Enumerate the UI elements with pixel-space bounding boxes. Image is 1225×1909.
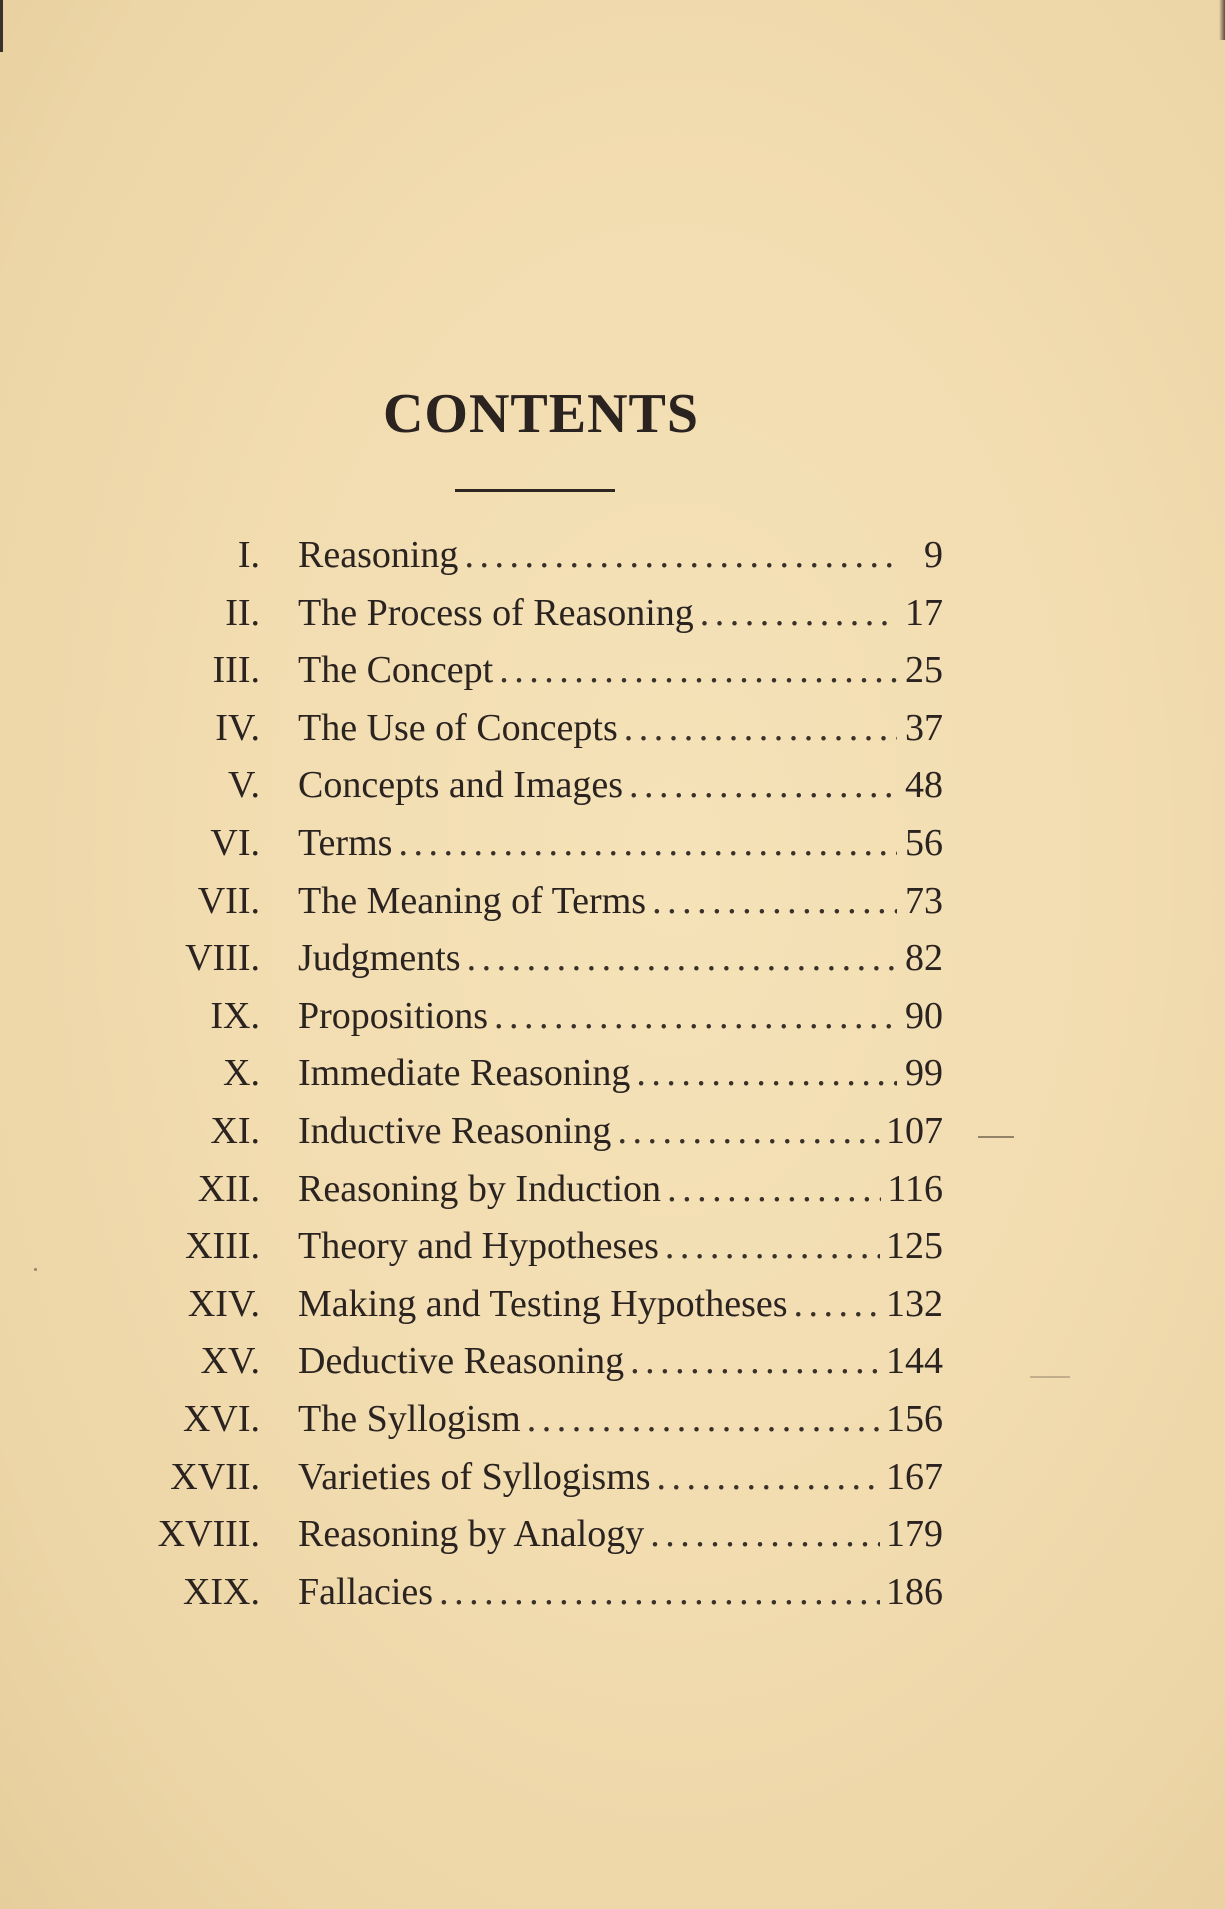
chapter-title: Immediate Reasoning [298, 1052, 631, 1095]
toc-entry [298, 760, 943, 810]
page-number: 90 [905, 994, 943, 1037]
page-number: 125 [886, 1225, 943, 1268]
chapter-numeral: XVI. [182, 1398, 260, 1440]
dot-leader [624, 703, 897, 753]
chapter-numeral: V. [227, 764, 260, 807]
toc-entry [298, 645, 943, 695]
dot-leader [700, 588, 897, 638]
toc-entry [298, 991, 943, 1041]
toc-row [0, 645, 1225, 695]
dot-leader [617, 1106, 880, 1156]
chapter-title: Fallacies [298, 1570, 434, 1613]
page-number: 179 [886, 1513, 943, 1556]
margin-pencil-mark [978, 1136, 1014, 1138]
paper-speck [34, 1268, 37, 1271]
dot-leader [494, 991, 897, 1041]
dot-leader [398, 818, 897, 868]
chapter-title: Terms [298, 822, 393, 864]
dot-leader [636, 1048, 897, 1098]
toc-entry [298, 1452, 943, 1502]
toc-row [0, 933, 1225, 983]
toc-row [0, 1048, 1225, 1098]
chapter-numeral: X. [223, 1052, 260, 1095]
toc-entry [298, 1048, 943, 1098]
toc-row [0, 1336, 1225, 1386]
chapter-numeral: XIX. [182, 1570, 260, 1613]
toc-row [0, 818, 1225, 868]
toc-row [0, 530, 1225, 580]
chapter-title: Reasoning by Induction [298, 1167, 662, 1210]
page-number: 107 [886, 1110, 943, 1152]
dot-leader [652, 876, 897, 926]
dot-leader [794, 1279, 880, 1329]
chapter-numeral: XIII. [185, 1225, 260, 1268]
dot-leader [499, 645, 897, 695]
margin-pencil-mark [1030, 1376, 1070, 1378]
chapter-numeral: VII. [197, 879, 260, 922]
toc-entry [298, 588, 943, 638]
page-number: 25 [905, 649, 943, 692]
chapter-title: The Meaning of Terms [298, 879, 647, 922]
page-number: 186 [886, 1570, 943, 1613]
toc-entry [298, 1336, 943, 1386]
chapter-title: The Use of Concepts [298, 706, 618, 749]
chapter-title: Varieties of Syllogisms [298, 1455, 651, 1498]
chapter-title: Inductive Reasoning [298, 1110, 612, 1152]
chapter-numeral: XI. [210, 1110, 260, 1152]
toc-row [0, 991, 1225, 1041]
chapter-numeral: XII. [197, 1167, 260, 1210]
toc-row [0, 1452, 1225, 1502]
chapter-title: Making and Testing Hypotheses [298, 1282, 788, 1325]
chapter-title: Reasoning [298, 534, 459, 576]
chapter-title: The Process of Reasoning [298, 591, 694, 634]
page-number: 17 [905, 591, 943, 634]
page-number: 167 [886, 1455, 943, 1498]
chapter-numeral: IX. [210, 994, 260, 1037]
chapter-numeral: IV. [215, 706, 260, 749]
chapter-numeral: XIV. [187, 1282, 260, 1325]
toc-entry [298, 1567, 943, 1617]
chapter-title: Propositions [298, 994, 489, 1037]
chapter-title: The Concept [298, 649, 494, 692]
page-number: 9 [924, 534, 943, 576]
chapter-title: Theory and Hypotheses [298, 1225, 659, 1268]
chapter-title: Deductive Reasoning [298, 1340, 625, 1383]
chapter-title: The Syllogism [298, 1398, 521, 1440]
toc-row [0, 1221, 1225, 1271]
toc-entry [298, 933, 943, 983]
toc-entry [298, 1509, 943, 1559]
page-title: CONTENTS [382, 383, 700, 445]
chapter-numeral: VIII. [185, 937, 260, 980]
toc-entry [298, 1394, 943, 1444]
page-edge-mark [0, 0, 3, 52]
page-number: 48 [905, 764, 943, 807]
dot-leader [630, 1336, 880, 1386]
toc-entry [298, 818, 943, 868]
toc-entry [298, 1164, 943, 1214]
page-number: 82 [905, 937, 943, 980]
chapter-title: Concepts and Images [298, 764, 624, 807]
toc-row [0, 1164, 1225, 1214]
toc-entry [298, 1279, 943, 1329]
toc-entry [298, 1221, 943, 1271]
dot-leader [439, 1567, 880, 1617]
page-number: 132 [886, 1282, 943, 1325]
dot-leader [527, 1394, 880, 1444]
toc-row [0, 1509, 1225, 1559]
chapter-numeral: III. [212, 649, 260, 692]
toc-row [0, 1567, 1225, 1617]
chapter-numeral: VI. [210, 822, 260, 864]
chapter-title: Reasoning by Analogy [298, 1513, 645, 1556]
toc-entry [298, 703, 943, 753]
dot-leader [665, 1221, 880, 1271]
page-number: 99 [905, 1052, 943, 1095]
page-number: 37 [905, 706, 943, 749]
page-number: 56 [905, 822, 943, 864]
chapter-numeral: II. [225, 591, 260, 634]
chapter-numeral: XV. [200, 1340, 260, 1383]
toc-row [0, 760, 1225, 810]
dot-leader [464, 530, 897, 580]
page-number: 73 [905, 879, 943, 922]
title-rule [455, 489, 615, 492]
toc-row [0, 588, 1225, 638]
toc-row [0, 1106, 1225, 1156]
chapter-numeral: I. [237, 534, 260, 576]
chapter-numeral: XVII. [170, 1455, 260, 1498]
toc-row [0, 1279, 1225, 1329]
toc-entry [298, 876, 943, 926]
dot-leader [467, 933, 897, 983]
page-number: 156 [886, 1398, 943, 1440]
chapter-numeral: XVIII. [157, 1513, 260, 1556]
dot-leader [657, 1452, 880, 1502]
page-number: 116 [887, 1167, 943, 1210]
toc-row [0, 876, 1225, 926]
dot-leader [650, 1509, 880, 1559]
toc-row [0, 703, 1225, 753]
toc-row [0, 1394, 1225, 1444]
toc-entry [298, 530, 943, 580]
dot-leader [629, 760, 897, 810]
toc-entry [298, 1106, 943, 1156]
page-edge-shadow [1219, 0, 1225, 40]
chapter-title: Judgments [298, 937, 461, 980]
page-number: 144 [886, 1340, 943, 1383]
dot-leader [667, 1164, 881, 1214]
